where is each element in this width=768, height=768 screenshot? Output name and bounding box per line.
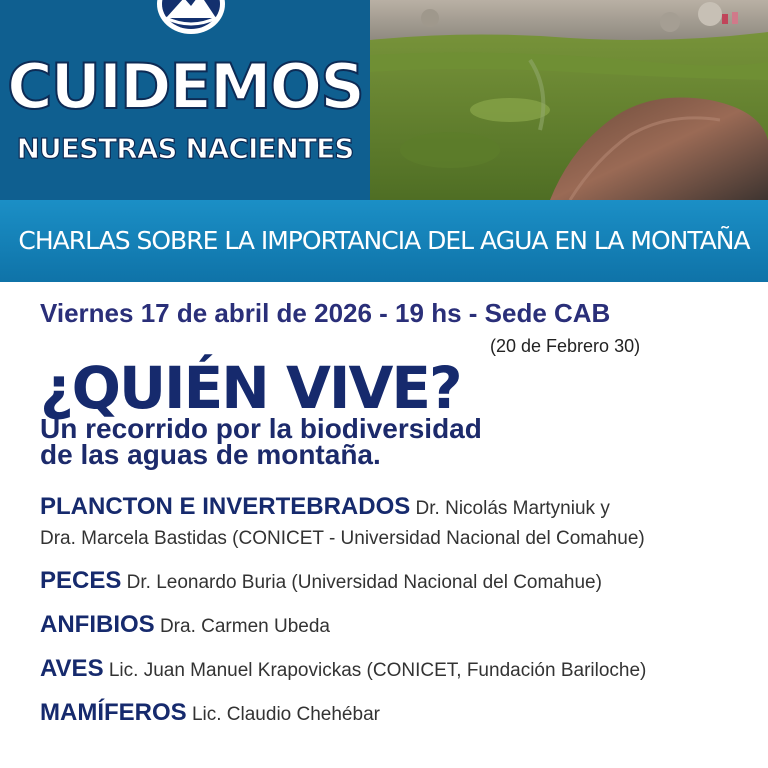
talks-list	[40, 492, 760, 730]
talk-topic: ANFIBIOS	[40, 611, 155, 638]
talk-topic: AVES	[40, 655, 104, 682]
event-headline: ¿QUIÉN VIVE?	[40, 354, 461, 422]
talk-plancton	[40, 492, 760, 554]
poster-title: CUIDEMOS	[7, 50, 363, 123]
event-address: (20 de Febrero 30)	[490, 336, 641, 356]
talk-topic: PECES	[40, 567, 122, 594]
talk-speaker: Lic. Juan Manuel Krapovickas (CONICET, Fundación Bariloche)	[108, 660, 647, 681]
talk-topic: PLANCTON E INVERTEBRADOS	[40, 493, 411, 520]
talk-speaker: Dr. Nicolás Martyniuk y	[415, 498, 610, 519]
topic-banner	[0, 200, 768, 282]
mountain-wetland-photo	[370, 0, 768, 200]
talk-speaker: Dra. Carmen Ubeda	[159, 616, 330, 637]
event-subheadline-2: de las aguas de montaña.	[40, 439, 381, 470]
poster-subtitle: NUESTRAS NACIENTES	[16, 132, 354, 165]
brand-panel	[0, 0, 370, 200]
club-logo-icon	[156, 0, 226, 36]
talk-speaker-cont: Dra. Marcela Bastidas (CONICET - Universidad Nacional del Comahue)	[40, 528, 645, 549]
event-date: Viernes 17 de abril de 2026 - 19 hs - Sede CAB	[40, 298, 611, 328]
talk-aves	[40, 654, 760, 686]
event-subheadline-1: Un recorrido por la biodiversidad	[40, 413, 482, 444]
talk-topic: MAMÍFEROS	[40, 699, 187, 726]
talk-anfibios	[40, 610, 760, 642]
talk-speaker: Lic. Claudio Chehébar	[191, 704, 380, 725]
talk-speaker: Dr. Leonardo Buria (Universidad Nacional del Comahue)	[126, 572, 602, 593]
header	[0, 0, 768, 200]
talk-peces	[40, 566, 760, 598]
talk-mamiferos	[40, 698, 760, 730]
event-details	[40, 296, 760, 742]
banner-text: CHARLAS SOBRE LA IMPORTANCIA DEL AGUA EN LA MONTAÑA	[18, 226, 750, 255]
